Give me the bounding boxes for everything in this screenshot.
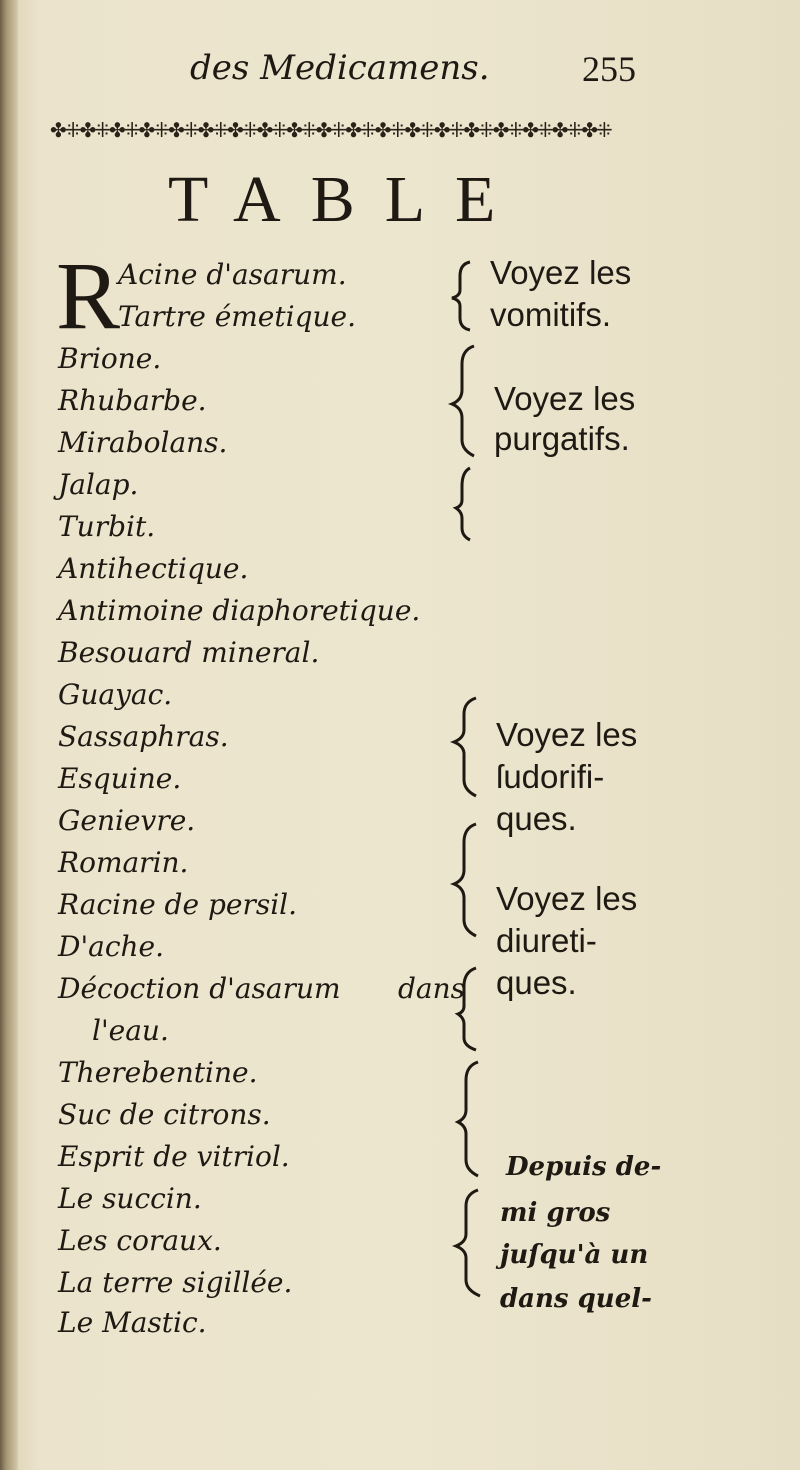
drop-cap: R: [56, 242, 121, 349]
brace-vomitifs: [452, 262, 470, 330]
page-title: TABLE: [168, 163, 526, 236]
entry-line: Le succin.: [58, 1182, 202, 1215]
entry-line: Romarin.: [58, 846, 189, 879]
note-purgatifs-line2: purgatifs.: [494, 420, 630, 457]
note-dose-line2: mi gros: [500, 1198, 611, 1228]
page-number: 255: [582, 49, 636, 89]
entry-line: Genievre.: [58, 804, 196, 837]
entry-line: Mirabolans.: [58, 426, 228, 459]
note-purgatifs-line1: Voyez les: [494, 380, 636, 417]
note-dose-line3: juſqu'à un: [500, 1240, 649, 1270]
entry-line: Sassaphras.: [58, 720, 229, 753]
entry-line: Besouard mineral.: [58, 636, 320, 669]
note-sudorifiques-line1: Voyez les: [496, 716, 638, 753]
entry-line: Antihectique.: [58, 552, 249, 585]
entry-line: Rhubarbe.: [58, 384, 207, 417]
entry-line: Turbit.: [58, 510, 156, 543]
running-head: des Medicamens.: [190, 48, 490, 88]
entry-line: Guayac.: [58, 678, 173, 711]
entry-line: Le Mastic.: [58, 1306, 207, 1339]
page-gutter: [0, 0, 18, 1470]
brace-sudorifiques: [454, 698, 476, 796]
entry-line: l'eau.: [92, 1014, 169, 1047]
entry-line: D'ache.: [58, 930, 165, 963]
entry-line: Esprit de vitriol.: [58, 1140, 290, 1173]
note-dose-line1: Depuis de-: [506, 1152, 662, 1182]
entry-line: Jalap.: [58, 468, 139, 501]
brace-dose-upper: [458, 1062, 478, 1176]
note-sudorifiques-line2: ſudorifi-: [496, 758, 605, 795]
entry-line: La terre sigillée.: [58, 1266, 293, 1299]
entry-line: Tartre émetique.: [118, 300, 357, 333]
entry-line: Les coraux.: [58, 1224, 222, 1257]
entry-line: Acine d'asarum.: [118, 258, 347, 291]
note-vomitifs-line1: Voyez les: [490, 254, 632, 291]
brace-diuretiques-lower: [458, 968, 476, 1050]
note-dose-line4: dans quel-: [500, 1284, 652, 1314]
entry-line: Therebentine.: [58, 1056, 258, 1089]
ornament-band: ✤⁜✤⁜✤⁜✤⁜✤⁜✤⁜✤⁜✤⁜✤⁜✤⁜✤⁜✤⁜✤⁜✤⁜✤⁜✤⁜✤⁜✤⁜✤⁜: [50, 118, 611, 142]
entry-line: Esquine.: [58, 762, 182, 795]
note-diuretiques-line3: ques.: [496, 964, 577, 1001]
brace-purgatifs-lower: [456, 468, 470, 540]
entry-line: Suc de citrons.: [58, 1098, 271, 1131]
entry-line: Racine de persil.: [58, 888, 298, 921]
note-sudorifiques-line3: ques.: [496, 800, 577, 837]
entry-line: Décoction d'asarum: [58, 972, 341, 1005]
brace-dose: [456, 1190, 480, 1296]
note-diuretiques-line2: diureti-: [496, 922, 597, 959]
entry-line-continuation: dans: [398, 972, 466, 1005]
brace-purgatifs: [452, 346, 474, 456]
entry-line: Antimoine diaphoretique.: [58, 594, 421, 627]
note-vomitifs-line2: vomitifs.: [490, 296, 612, 333]
brace-diuretiques: [454, 824, 476, 936]
entry-line: Brione.: [58, 342, 162, 375]
note-diuretiques-line1: Voyez les: [496, 880, 638, 917]
